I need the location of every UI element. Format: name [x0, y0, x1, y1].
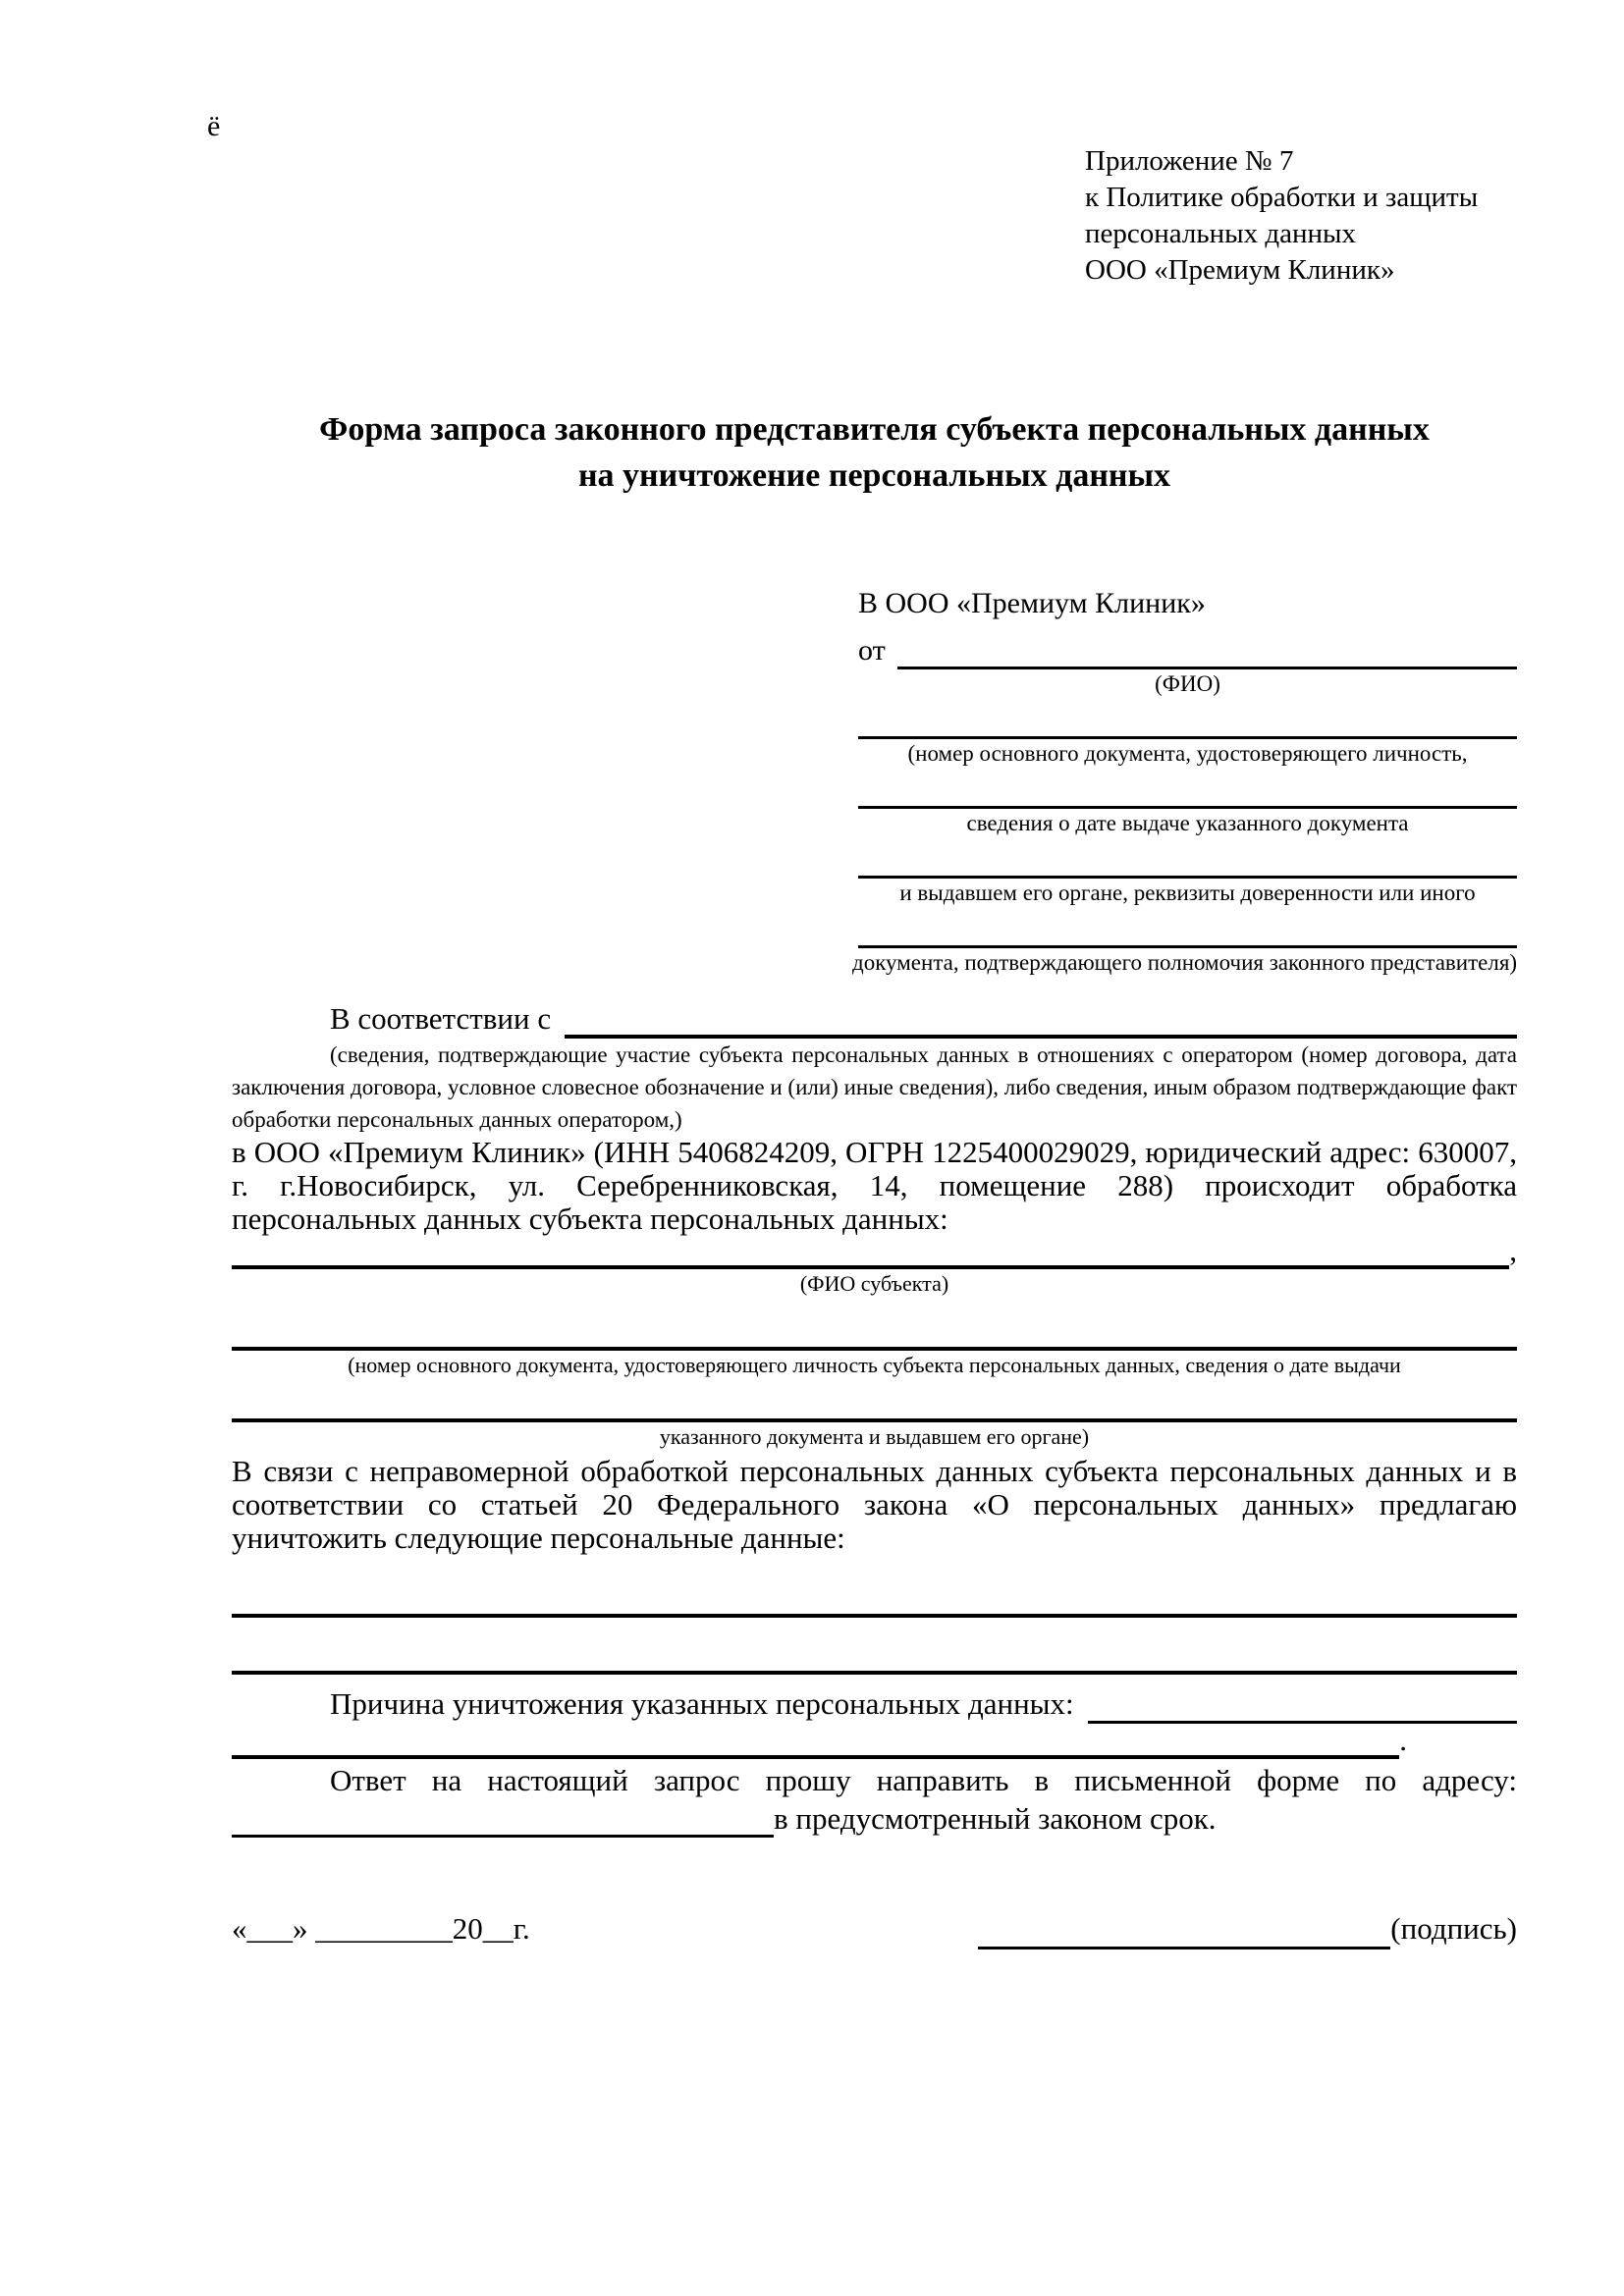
stray-char: ё	[207, 110, 221, 142]
data-blank-line-1	[232, 1588, 1517, 1618]
appendix-block	[1085, 143, 1517, 289]
trailing-period: .	[1399, 1723, 1407, 1757]
reply-address-blank-line	[232, 1800, 774, 1838]
signature-group	[978, 1908, 1517, 1949]
caption-subject-doc-1: (номер основного документа, удостоверяющего личность субъекта персональных данных, сведения о дате выдачи	[348, 1353, 1401, 1377]
reply-paragraph: Ответ на настоящий запрос прошу направить в письменной форме по адресу:	[330, 1763, 1517, 1797]
addressee-to: В ООО «Премиум Клиник»	[858, 587, 1206, 619]
caption-subject-fio: (ФИО субъекта)	[799, 1271, 949, 1296]
subject-fio-row	[232, 1233, 1517, 1269]
caption-issue-date: сведения о дате выдаче указанного документа	[966, 811, 1409, 835]
subject-fio-blank-line	[232, 1236, 1509, 1269]
reply-tail: в предусмотренный законом срок.	[774, 1801, 1217, 1836]
document-title	[232, 406, 1517, 499]
appendix-line-1: Приложение № 7	[1085, 145, 1294, 177]
reason-blank-line-2	[232, 1724, 1399, 1759]
date-blank: «___» _________20__г.	[232, 1911, 530, 1946]
reason-continuation-row	[232, 1724, 1407, 1759]
subject-doc-blank-line-1	[232, 1321, 1517, 1351]
caption-issuing-authority: и выдавшем его органе, реквизиты доверенности или иного	[899, 881, 1476, 905]
appendix-line-4: ООО «Премиум Клиник»	[1085, 254, 1395, 286]
trailing-comma: ,	[1509, 1233, 1517, 1267]
data-blank-line-2	[232, 1645, 1517, 1675]
reason-blank-line	[1088, 1684, 1517, 1724]
caption-doc-number: (номер основного документа, удостоверяющего личность,	[907, 741, 1468, 766]
subject-doc-blank-line-2	[232, 1393, 1517, 1422]
accordance-blank-line	[565, 999, 1517, 1039]
caption-subject-doc-2: указанного документа и выдавшем его органе)	[659, 1424, 1090, 1449]
blank-line-issue-date	[858, 767, 1517, 809]
reason-row	[232, 1684, 1517, 1724]
accordance-note: (сведения, подтверждающие участие субъекта персональных данных в отношениях с оператором (номер договора, дата заключения договора, условное словесное обозначение и (или) иные сведения), либо сведения, иным образом подтверждающие факт обработки персональных данных оператором,)	[232, 1042, 1517, 1132]
blank-line-issuing-authority	[858, 836, 1517, 879]
title-line-2: на уничтожение персональных данных	[577, 457, 1171, 494]
unlawful-processing-paragraph: В связи с неправомерной обработкой персональных данных субъекта персональных данных и в соответствии со статьей 20 Федерального закона «О персональных данных» предлагаю уничтожить следующие персональные данные:	[232, 1454, 1517, 1555]
appendix-line-2: к Политике обработки и защиты	[1085, 182, 1479, 213]
from-row	[858, 632, 1517, 669]
accordance-label: В соответствии с	[330, 1001, 552, 1036]
footer-row	[232, 1908, 1517, 1949]
appendix-line-3: персональных данных	[1085, 218, 1357, 249]
signature-caption: (подпись)	[1390, 1911, 1517, 1946]
title-line-1: Форма запроса законного представителя субъекта персональных данных	[319, 411, 1430, 448]
blank-line-doc-number	[858, 697, 1517, 739]
caption-authority-doc: документа, подтверждающего полномочия законного представителя)	[852, 950, 1518, 975]
from-label: от	[858, 634, 886, 667]
operator-paragraph: в ООО «Премиум Клиник» (ИНН 5406824209, ОГРН 1225400029029, юридический адрес: 630007, г. г.Новосибирск, ул. Серебренниковская, 14, помещение 288) происходит обработка персональных данных субъекта персональных данных:	[232, 1135, 1517, 1236]
from-blank-line	[897, 632, 1517, 669]
accordance-row	[232, 999, 1517, 1039]
reply-address-row	[232, 1800, 1517, 1838]
reason-label: Причина уничтожения указанных персональных данных:	[330, 1686, 1074, 1721]
caption-fio: (ФИО)	[1155, 671, 1220, 696]
signature-blank-line	[978, 1908, 1390, 1949]
addressee-block	[852, 585, 1518, 976]
blank-line-authority-doc	[858, 906, 1517, 948]
